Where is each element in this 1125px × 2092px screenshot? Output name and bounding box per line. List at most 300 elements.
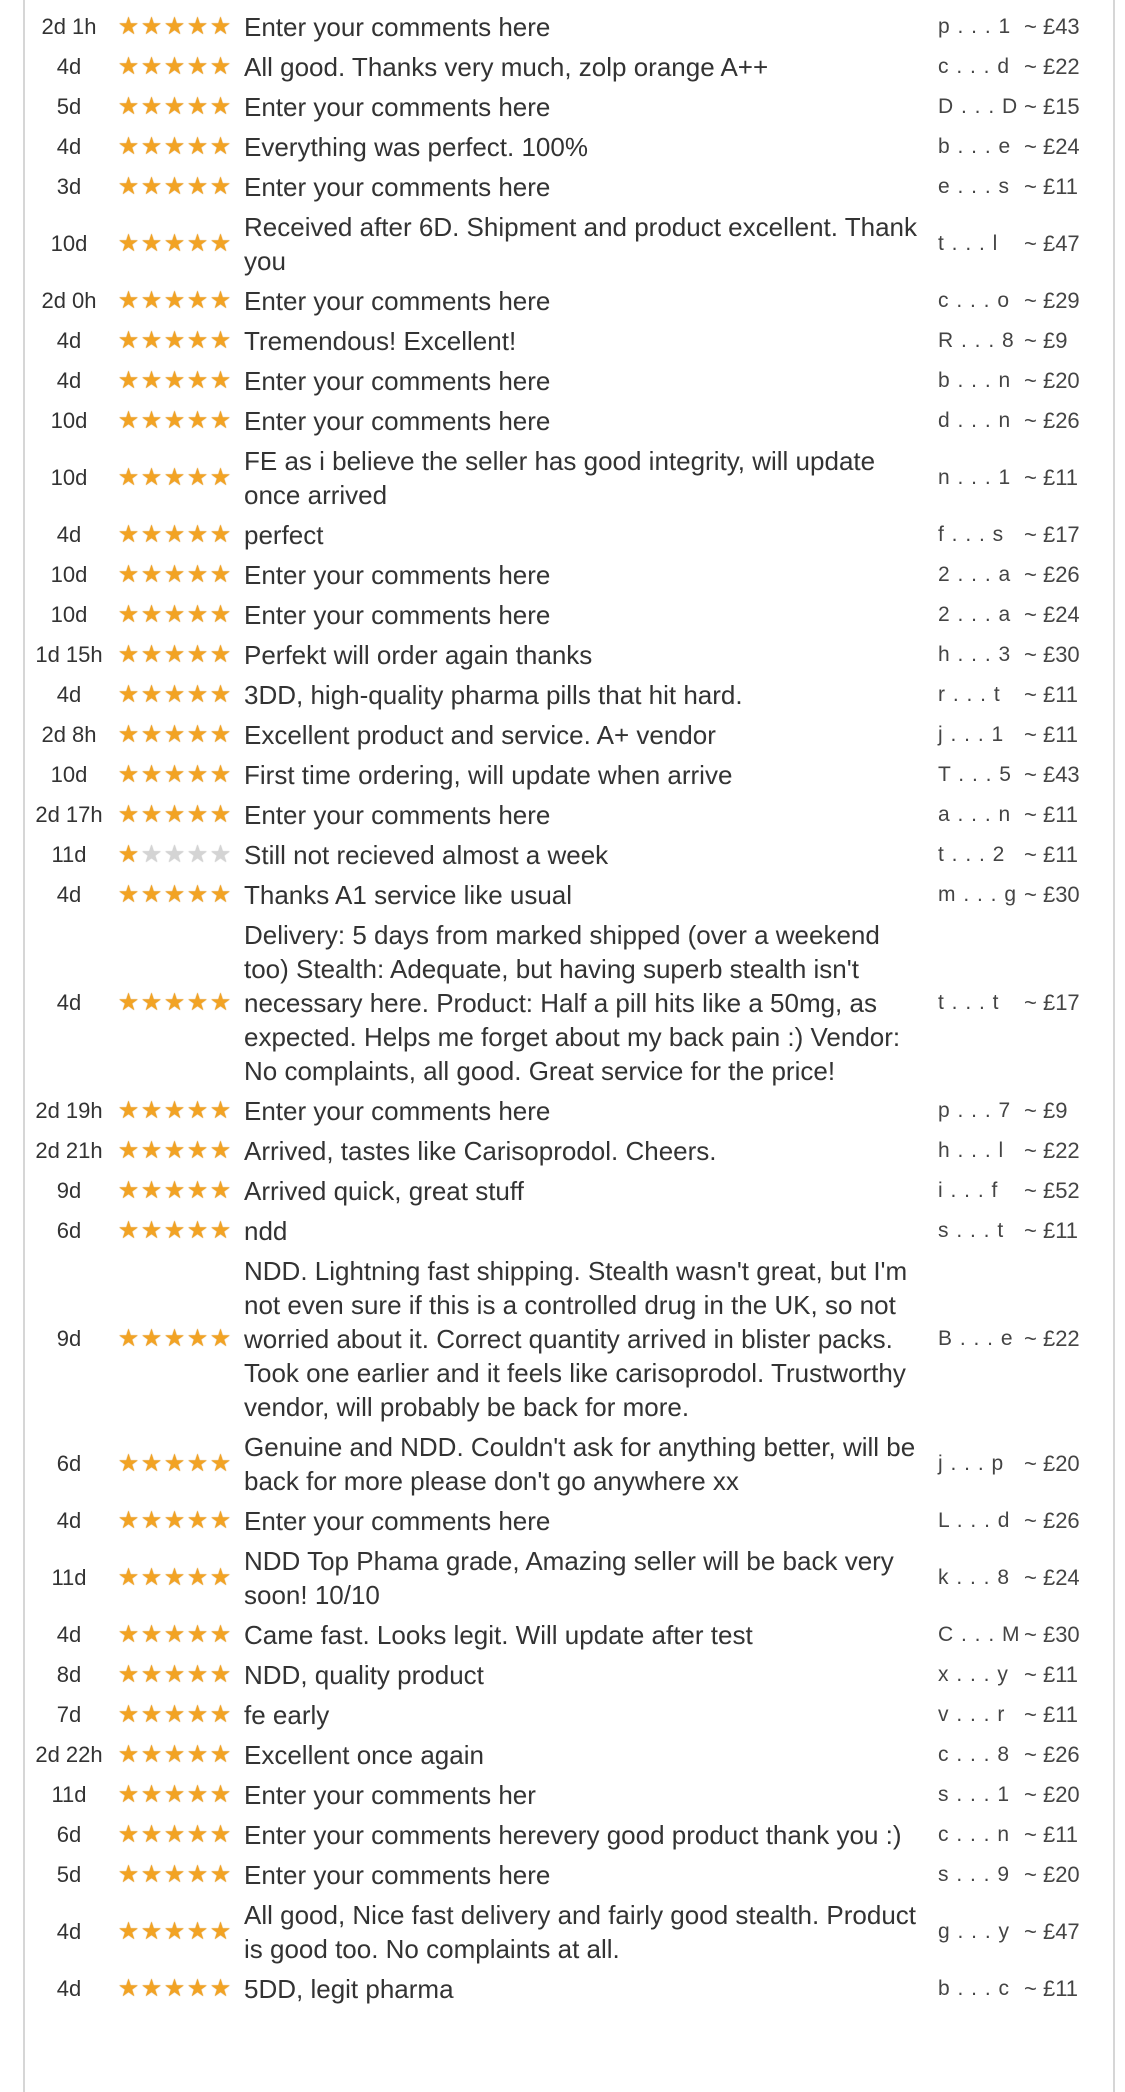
feedback-comment: Enter your comments here xyxy=(244,286,551,316)
feedback-row xyxy=(25,1655,1115,1695)
feedback-comment: Enter your comments here xyxy=(244,366,551,396)
feedback-row xyxy=(25,7,1115,47)
feedback-comment: Enter your comments here xyxy=(244,1096,551,1126)
star-icon: ★ xyxy=(140,1975,163,2002)
star-rating xyxy=(111,875,242,915)
feedback-row xyxy=(25,755,1115,795)
feedback-price: ~ £11 xyxy=(1024,842,1079,867)
feedback-age: 6d xyxy=(56,1451,82,1476)
feedback-comment: Perfekt will order again thanks xyxy=(244,640,593,670)
feedback-price: ~ £11 xyxy=(1024,722,1079,747)
star-icon: ★ xyxy=(209,1821,232,1848)
feedback-comment: Thanks A1 service like usual xyxy=(244,880,573,910)
feedback-user: h . . . l xyxy=(938,1139,1005,1162)
star-icon: ★ xyxy=(163,521,186,548)
star-icon: ★ xyxy=(163,1821,186,1848)
feedback-user: c . . . d xyxy=(938,55,1011,78)
feedback-user: B . . . e xyxy=(938,1327,1014,1350)
feedback-row xyxy=(25,1775,1115,1815)
star-icon: ★ xyxy=(209,561,232,588)
star-rating xyxy=(111,1171,242,1211)
feedback-user: c . . . 8 xyxy=(938,1743,1011,1766)
feedback-user: j . . . 1 xyxy=(938,723,1005,746)
star-icon: ★ xyxy=(117,93,140,120)
star-icon: ★ xyxy=(186,1097,209,1124)
feedback-price: ~ £20 xyxy=(1024,368,1080,393)
feedback-user: c . . . n xyxy=(938,1823,1011,1846)
feedback-age: 1d 15h xyxy=(35,642,103,667)
star-rating xyxy=(111,361,242,401)
feedback-price: ~ £26 xyxy=(1024,408,1080,433)
star-icon: ★ xyxy=(186,521,209,548)
star-icon: ★ xyxy=(140,1701,163,1728)
feedback-user: t . . . 2 xyxy=(938,843,1006,866)
feedback-age: 4d xyxy=(56,682,82,707)
feedback-row xyxy=(25,361,1115,401)
feedback-price: ~ £52 xyxy=(1024,1178,1080,1203)
feedback-comment: Still not recieved almost a week xyxy=(244,840,609,870)
feedback-row xyxy=(25,1969,1115,2009)
star-rating xyxy=(111,1211,242,1251)
star-icon: ★ xyxy=(209,230,232,257)
star-icon: ★ xyxy=(186,989,209,1016)
star-icon: ★ xyxy=(186,641,209,668)
star-icon: ★ xyxy=(186,287,209,314)
star-icon: ★ xyxy=(140,13,163,40)
feedback-user: C . . . M xyxy=(938,1623,1021,1646)
feedback-age: 10d xyxy=(50,231,88,256)
star-icon: ★ xyxy=(163,1621,186,1648)
star-icon: ★ xyxy=(140,367,163,394)
star-icon: ★ xyxy=(117,561,140,588)
star-icon: ★ xyxy=(163,801,186,828)
star-rating xyxy=(111,1251,242,1427)
star-icon: ★ xyxy=(209,721,232,748)
star-icon: ★ xyxy=(140,1861,163,1888)
feedback-row xyxy=(25,1091,1115,1131)
star-icon: ★ xyxy=(140,1741,163,1768)
feedback-row xyxy=(25,167,1115,207)
star-icon: ★ xyxy=(117,1918,140,1945)
feedback-row xyxy=(25,595,1115,635)
feedback-price: ~ £9 xyxy=(1024,1098,1068,1123)
star-icon: ★ xyxy=(140,1621,163,1648)
feedback-row xyxy=(25,1251,1115,1427)
star-icon: ★ xyxy=(140,841,163,868)
star-rating xyxy=(111,1735,242,1775)
feedback-comment: 5DD, legit pharma xyxy=(244,1974,454,2004)
feedback-price: ~ £17 xyxy=(1024,990,1080,1015)
feedback-comment: First time ordering, will update when arrive xyxy=(244,760,733,790)
star-icon: ★ xyxy=(117,1661,140,1688)
feedback-row xyxy=(25,127,1115,167)
feedback-age: 11d xyxy=(51,842,87,867)
feedback-age: 9d xyxy=(56,1326,82,1351)
star-icon: ★ xyxy=(186,881,209,908)
feedback-age: 4d xyxy=(56,882,82,907)
star-icon: ★ xyxy=(186,721,209,748)
feedback-price: ~ £11 xyxy=(1024,174,1079,199)
feedback-price: ~ £30 xyxy=(1024,1622,1080,1647)
star-icon: ★ xyxy=(209,327,232,354)
star-icon: ★ xyxy=(209,521,232,548)
feedback-user: 2 . . . a xyxy=(938,603,1012,626)
star-icon: ★ xyxy=(163,681,186,708)
star-icon: ★ xyxy=(163,173,186,200)
star-icon: ★ xyxy=(163,367,186,394)
star-icon: ★ xyxy=(163,464,186,491)
feedback-comment: Enter your comments here xyxy=(244,560,551,590)
feedback-user: t . . . l xyxy=(938,232,999,255)
feedback-row xyxy=(25,1131,1115,1171)
star-icon: ★ xyxy=(117,1821,140,1848)
star-icon: ★ xyxy=(186,1861,209,1888)
feedback-user: j . . . p xyxy=(938,1452,1005,1475)
feedback-row xyxy=(25,1541,1115,1615)
star-icon: ★ xyxy=(209,1137,232,1164)
star-rating xyxy=(111,795,242,835)
star-icon: ★ xyxy=(186,173,209,200)
feedback-row xyxy=(25,1695,1115,1735)
feedback-age: 10d xyxy=(50,562,88,587)
star-icon: ★ xyxy=(140,881,163,908)
star-icon: ★ xyxy=(163,1781,186,1808)
feedback-price: ~ £30 xyxy=(1024,642,1080,667)
feedback-row xyxy=(25,1501,1115,1541)
star-rating xyxy=(111,441,242,515)
star-rating xyxy=(111,835,242,875)
star-icon: ★ xyxy=(140,721,163,748)
star-icon: ★ xyxy=(209,1177,232,1204)
star-icon: ★ xyxy=(140,1325,163,1352)
feedback-age: 4d xyxy=(56,1976,82,2001)
star-icon: ★ xyxy=(117,1861,140,1888)
feedback-row xyxy=(25,1815,1115,1855)
feedback-row xyxy=(25,1211,1115,1251)
star-icon: ★ xyxy=(140,1564,163,1591)
feedback-row xyxy=(25,875,1115,915)
star-icon: ★ xyxy=(140,521,163,548)
star-icon: ★ xyxy=(209,93,232,120)
star-icon: ★ xyxy=(117,721,140,748)
feedback-user: r . . . t xyxy=(938,683,1001,706)
feedback-age: 11d xyxy=(51,1565,87,1590)
star-rating xyxy=(111,675,242,715)
star-icon: ★ xyxy=(209,53,232,80)
star-icon: ★ xyxy=(140,1217,163,1244)
feedback-price: ~ £11 xyxy=(1024,1822,1079,1847)
feedback-comment: Enter your comments here xyxy=(244,1860,551,1890)
feedback-user: v . . . r xyxy=(938,1703,1006,1726)
star-icon: ★ xyxy=(117,53,140,80)
feedback-row xyxy=(25,441,1115,515)
feedback-age: 6d xyxy=(56,1218,82,1243)
feedback-table xyxy=(25,7,1115,2009)
star-icon: ★ xyxy=(209,133,232,160)
star-icon: ★ xyxy=(140,1137,163,1164)
feedback-comment: Enter your comments here xyxy=(244,172,551,202)
star-icon: ★ xyxy=(163,1097,186,1124)
feedback-price: ~ £43 xyxy=(1024,14,1080,39)
feedback-age: 2d 22h xyxy=(35,1742,103,1767)
star-rating xyxy=(111,635,242,675)
feedback-comment: Delivery: 5 days from marked shipped (over a weekend too) Stealth: Adequate, but having superb stealth isn't necessary here. Product: Half a pill hits like a 50mg, as expected. Helps me forget about my back pain :) Vendor: No complaints, all good. Great service for the price! xyxy=(244,920,901,1086)
feedback-age: 4d xyxy=(56,368,82,393)
feedback-row xyxy=(25,1615,1115,1655)
star-icon: ★ xyxy=(163,1450,186,1477)
feedback-user: L . . . d xyxy=(938,1509,1011,1532)
star-icon: ★ xyxy=(163,1217,186,1244)
star-icon: ★ xyxy=(140,407,163,434)
feedback-age: 10d xyxy=(50,408,88,433)
feedback-user: D . . . D xyxy=(938,95,1019,118)
star-icon: ★ xyxy=(209,464,232,491)
feedback-comment: NDD, quality product xyxy=(244,1660,484,1690)
feedback-user: s . . . t xyxy=(938,1219,1005,1242)
feedback-row xyxy=(25,635,1115,675)
feedback-age: 2d 0h xyxy=(41,288,97,313)
star-icon: ★ xyxy=(117,521,140,548)
feedback-row xyxy=(25,1855,1115,1895)
feedback-age: 10d xyxy=(50,465,88,490)
feedback-user: p . . . 1 xyxy=(938,15,1012,38)
star-rating xyxy=(111,401,242,441)
star-rating xyxy=(111,1775,242,1815)
star-icon: ★ xyxy=(140,230,163,257)
feedback-price: ~ £24 xyxy=(1024,1565,1080,1590)
star-rating xyxy=(111,915,242,1091)
feedback-age: 4d xyxy=(56,1622,82,1647)
star-icon: ★ xyxy=(163,230,186,257)
feedback-row xyxy=(25,515,1115,555)
feedback-comment: Everything was perfect. 100% xyxy=(244,132,588,162)
star-icon: ★ xyxy=(117,1137,140,1164)
feedback-price: ~ £22 xyxy=(1024,54,1080,79)
star-icon: ★ xyxy=(209,1975,232,2002)
star-icon: ★ xyxy=(140,1821,163,1848)
feedback-user: x . . . y xyxy=(938,1663,1009,1686)
star-icon: ★ xyxy=(117,407,140,434)
feedback-price: ~ £11 xyxy=(1024,802,1079,827)
star-rating xyxy=(111,715,242,755)
star-icon: ★ xyxy=(186,1450,209,1477)
star-icon: ★ xyxy=(117,327,140,354)
star-icon: ★ xyxy=(163,93,186,120)
feedback-user: c . . . o xyxy=(938,289,1011,312)
star-icon: ★ xyxy=(140,761,163,788)
star-rating xyxy=(111,47,242,87)
feedback-price: ~ £11 xyxy=(1024,465,1079,490)
star-rating xyxy=(111,1501,242,1541)
star-icon: ★ xyxy=(186,1918,209,1945)
star-icon: ★ xyxy=(117,1097,140,1124)
feedback-age: 4d xyxy=(56,1508,82,1533)
star-icon: ★ xyxy=(209,1097,232,1124)
star-icon: ★ xyxy=(163,989,186,1016)
star-icon: ★ xyxy=(186,464,209,491)
feedback-age: 2d 17h xyxy=(35,802,103,827)
star-icon: ★ xyxy=(140,133,163,160)
star-icon: ★ xyxy=(163,721,186,748)
star-icon: ★ xyxy=(140,327,163,354)
star-icon: ★ xyxy=(163,1861,186,1888)
feedback-user: b . . . n xyxy=(938,369,1012,392)
feedback-price: ~ £11 xyxy=(1024,1218,1079,1243)
feedback-user: n . . . 1 xyxy=(938,466,1012,489)
star-icon: ★ xyxy=(140,464,163,491)
star-rating xyxy=(111,1131,242,1171)
star-icon: ★ xyxy=(117,464,140,491)
star-icon: ★ xyxy=(186,561,209,588)
star-rating xyxy=(111,1815,242,1855)
star-icon: ★ xyxy=(140,173,163,200)
star-icon: ★ xyxy=(140,1507,163,1534)
feedback-user: d . . . n xyxy=(938,409,1012,432)
star-icon: ★ xyxy=(186,601,209,628)
star-icon: ★ xyxy=(209,1507,232,1534)
feedback-comment: Enter your comments here xyxy=(244,1506,551,1536)
feedback-price: ~ £11 xyxy=(1024,682,1079,707)
feedback-list xyxy=(25,7,1115,2009)
feedback-comment: NDD Top Phama grade, Amazing seller will be back very soon! 10/10 xyxy=(244,1546,894,1610)
feedback-age: 4d xyxy=(56,1919,82,1944)
star-icon: ★ xyxy=(163,1661,186,1688)
star-icon: ★ xyxy=(209,801,232,828)
star-icon: ★ xyxy=(209,1701,232,1728)
feedback-comment: Arrived quick, great stuff xyxy=(244,1176,524,1206)
star-icon: ★ xyxy=(140,53,163,80)
star-icon: ★ xyxy=(209,367,232,394)
star-icon: ★ xyxy=(117,1450,140,1477)
star-rating xyxy=(111,7,242,47)
feedback-age: 9d xyxy=(56,1178,82,1203)
star-icon: ★ xyxy=(117,1975,140,2002)
feedback-comment: perfect xyxy=(244,520,324,550)
feedback-user: k . . . 8 xyxy=(938,1566,1011,1589)
star-icon: ★ xyxy=(209,881,232,908)
feedback-price: ~ £20 xyxy=(1024,1862,1080,1887)
feedback-price: ~ £26 xyxy=(1024,562,1080,587)
star-icon: ★ xyxy=(117,173,140,200)
star-icon: ★ xyxy=(186,841,209,868)
feedback-age: 4d xyxy=(56,54,82,79)
feedback-comment: NDD. Lightning fast shipping. Stealth wasn't great, but I'm not even sure if this is a controlled drug in the UK, so not worried about it. Correct quantity arrived in blister packs. Took one earlier and it feels like carisoprodol. Trustworthy vendor, will probably be back for more. xyxy=(244,1256,908,1422)
feedback-age: 4d xyxy=(56,990,82,1015)
feedback-row xyxy=(25,47,1115,87)
star-icon: ★ xyxy=(140,989,163,1016)
star-icon: ★ xyxy=(163,601,186,628)
star-icon: ★ xyxy=(117,761,140,788)
star-icon: ★ xyxy=(117,989,140,1016)
star-icon: ★ xyxy=(140,801,163,828)
feedback-price: ~ £26 xyxy=(1024,1508,1080,1533)
star-icon: ★ xyxy=(163,1177,186,1204)
feedback-price: ~ £17 xyxy=(1024,522,1080,547)
star-icon: ★ xyxy=(163,1564,186,1591)
feedback-user: f . . . s xyxy=(938,523,1005,546)
star-icon: ★ xyxy=(117,1621,140,1648)
star-icon: ★ xyxy=(186,761,209,788)
star-icon: ★ xyxy=(117,841,140,868)
feedback-row xyxy=(25,321,1115,361)
feedback-price: ~ £24 xyxy=(1024,134,1080,159)
feedback-age: 10d xyxy=(50,762,88,787)
star-icon: ★ xyxy=(209,1661,232,1688)
feedback-row xyxy=(25,401,1115,441)
star-icon: ★ xyxy=(117,1217,140,1244)
feedback-comment: Enter your comments here xyxy=(244,92,551,122)
star-rating xyxy=(111,1655,242,1695)
star-icon: ★ xyxy=(209,407,232,434)
star-icon: ★ xyxy=(209,1621,232,1648)
star-icon: ★ xyxy=(140,601,163,628)
star-icon: ★ xyxy=(186,1137,209,1164)
feedback-price: ~ £9 xyxy=(1024,328,1068,353)
feedback-age: 2d 19h xyxy=(35,1098,103,1123)
star-icon: ★ xyxy=(163,1507,186,1534)
feedback-row xyxy=(25,1171,1115,1211)
feedback-comment: Arrived, tastes like Carisoprodol. Cheers. xyxy=(244,1136,717,1166)
star-rating xyxy=(111,1541,242,1615)
star-icon: ★ xyxy=(186,1701,209,1728)
feedback-comment: Genuine and NDD. Couldn't ask for anything better, will be back for more please don't go anywhere xx xyxy=(244,1432,916,1496)
star-icon: ★ xyxy=(140,1177,163,1204)
feedback-row xyxy=(25,1427,1115,1501)
feedback-age: 4d xyxy=(56,522,82,547)
star-icon: ★ xyxy=(209,1781,232,1808)
star-icon: ★ xyxy=(117,801,140,828)
star-icon: ★ xyxy=(117,641,140,668)
star-icon: ★ xyxy=(186,801,209,828)
feedback-price: ~ £47 xyxy=(1024,1919,1080,1944)
star-rating xyxy=(111,127,242,167)
feedback-price: ~ £24 xyxy=(1024,602,1080,627)
feedback-age: 4d xyxy=(56,134,82,159)
star-icon: ★ xyxy=(163,13,186,40)
star-rating xyxy=(111,515,242,555)
feedback-user: e . . . s xyxy=(938,175,1011,198)
star-rating xyxy=(111,1695,242,1735)
feedback-price: ~ £22 xyxy=(1024,1326,1080,1351)
star-icon: ★ xyxy=(117,1701,140,1728)
feedback-user: T . . . 5 xyxy=(938,763,1012,786)
star-icon: ★ xyxy=(163,1975,186,2002)
star-icon: ★ xyxy=(186,1564,209,1591)
feedback-row xyxy=(25,715,1115,755)
star-icon: ★ xyxy=(186,1621,209,1648)
feedback-row xyxy=(25,87,1115,127)
star-icon: ★ xyxy=(209,13,232,40)
star-icon: ★ xyxy=(140,1661,163,1688)
feedback-user: b . . . e xyxy=(938,135,1012,158)
star-icon: ★ xyxy=(209,1741,232,1768)
star-rating xyxy=(111,755,242,795)
star-rating xyxy=(111,1427,242,1501)
star-icon: ★ xyxy=(163,1741,186,1768)
feedback-comment: FE as i believe the seller has good integrity, will update once arrived xyxy=(244,446,876,510)
feedback-comment: Enter your comments her xyxy=(244,1780,536,1810)
star-icon: ★ xyxy=(140,1918,163,1945)
feedback-age: 7d xyxy=(56,1702,82,1727)
star-icon: ★ xyxy=(186,1781,209,1808)
star-icon: ★ xyxy=(140,641,163,668)
star-icon: ★ xyxy=(117,1564,140,1591)
feedback-row xyxy=(25,555,1115,595)
star-icon: ★ xyxy=(209,173,232,200)
star-rating xyxy=(111,281,242,321)
star-icon: ★ xyxy=(186,53,209,80)
feedback-comment: All good, Nice fast delivery and fairly good stealth. Product is good too. No complaints at all. xyxy=(244,1900,917,1964)
